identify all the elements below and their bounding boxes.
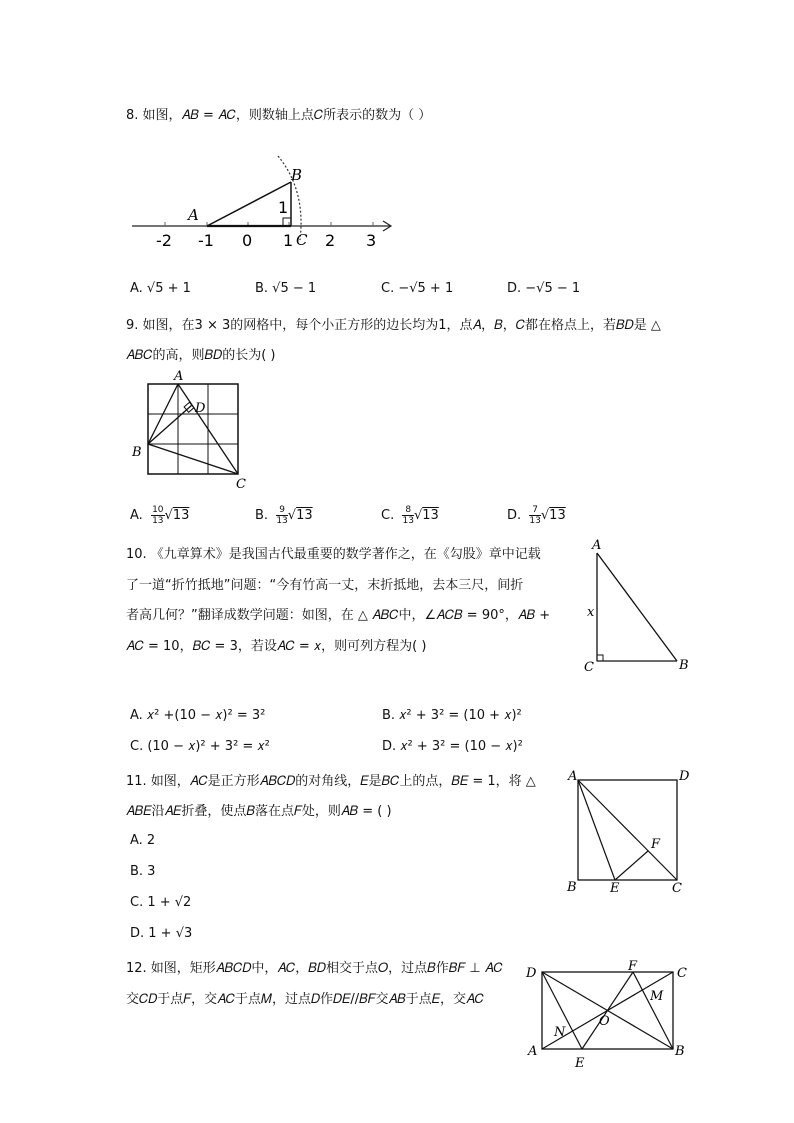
q11-option-d: D. 1 + √3 bbox=[130, 926, 193, 941]
q10-stem-line2: 了一道“折竹抵地”问题：“今有竹高一丈，末折抵地，去本三尺，间折 bbox=[126, 578, 524, 593]
q9-option-a: A. $\frac{10}{13}$ √13 bbox=[130, 505, 190, 526]
label-m: M bbox=[650, 989, 664, 1004]
q10-option-a: A. 𝑥² +(10 − 𝑥)² = 3² bbox=[130, 708, 266, 723]
fraction: $\frac{10}{13}$ bbox=[152, 505, 164, 526]
diagonal-ac bbox=[578, 780, 677, 880]
q11-option-a: A. 2 bbox=[130, 833, 156, 848]
q10-stem-line3: 者高几何？”翻译成数学问题：如图，在 △ 𝐴𝐵𝐶中，∠𝐴𝐶𝐵 = 90°，𝐴𝐵 + bbox=[126, 608, 551, 623]
label-x: x bbox=[587, 605, 595, 620]
label-f: F bbox=[651, 837, 661, 852]
q9-stem-line2: 𝐴𝐵𝐶的高，则𝐵𝐷的长为( ) bbox=[126, 348, 276, 363]
q8-stem: 8. 如图，𝐴𝐵 = 𝐴𝐶，则数轴上点𝐶所表示的数为（ ） bbox=[126, 108, 432, 123]
q10-option-d: D. 𝑥² + 3² = (10 − 𝑥)² bbox=[382, 739, 523, 754]
label-c: C bbox=[584, 660, 594, 675]
fraction: $\frac{7}{13}$ bbox=[529, 505, 541, 526]
right-angle-mark bbox=[283, 218, 291, 226]
label-one: 1 bbox=[278, 198, 289, 217]
q8-option-b: B. √5 − 1 bbox=[255, 281, 317, 296]
q9-grid-figure bbox=[128, 368, 253, 493]
q11-stem-line1: 11. 如图，𝐴𝐶是正方形𝐴𝐵𝐶𝐷的对角线，𝐸是𝐵𝐶上的点，𝐵𝐸 = 1，将 △ bbox=[126, 774, 536, 789]
q10-stem-line4: 𝐴𝐶 = 10，𝐵𝐶 = 3，若设𝐴𝐶 = 𝑥，则可列方程为( ) bbox=[126, 639, 427, 654]
label-b: B bbox=[675, 1044, 685, 1059]
q10-triangle-figure bbox=[578, 535, 694, 680]
tick-label: 0 bbox=[242, 231, 253, 250]
q11-stem-line2: 𝐴𝐵𝐸沿𝐴𝐸折叠，使点𝐵落在点𝐹处，则𝐴𝐵 = ( ) bbox=[126, 804, 392, 819]
q12-stem-line2: 交𝐶𝐷于点𝐹，交𝐴𝐶于点𝑀，过点𝐷作𝐷𝐸//𝐵𝐹交𝐴𝐵于点𝐸，交𝐴𝐶 bbox=[126, 992, 484, 1007]
label-n: N bbox=[554, 1025, 566, 1040]
tick-label: 3 bbox=[366, 231, 377, 250]
label-c: C bbox=[236, 477, 246, 492]
label-a: A bbox=[528, 1044, 538, 1059]
q11-option-b: B. 3 bbox=[130, 864, 156, 879]
q12-rectangle-figure bbox=[522, 955, 694, 1073]
tick-label: -2 bbox=[156, 231, 172, 250]
fraction: $\frac{8}{13}$ bbox=[402, 505, 414, 526]
q8-option-d: D. −√5 − 1 bbox=[507, 281, 581, 296]
q11-square-figure bbox=[560, 765, 695, 898]
q8-option-c: C. −√5 + 1 bbox=[381, 281, 454, 296]
q12-stem-line1: 12. 如图，矩形𝐴𝐵𝐶𝐷中，𝐴𝐶，𝐵𝐷相交于点𝑂，过点𝐵作𝐵𝐹 ⊥ 𝐴𝐶 bbox=[126, 961, 503, 976]
q10-stem-line1: 10. 《九章算术》是我国古代最重要的数学著作之，在《勾股》章中记载 bbox=[126, 547, 541, 562]
q8-number-line-figure bbox=[128, 150, 403, 255]
label-b: B bbox=[291, 166, 303, 184]
segment-ef bbox=[615, 851, 648, 880]
tick-label: -1 bbox=[198, 231, 214, 250]
label-c: C bbox=[677, 966, 687, 981]
label-c: C bbox=[672, 881, 682, 896]
label-b: B bbox=[679, 658, 689, 673]
label-e: E bbox=[610, 881, 620, 896]
label-b: B bbox=[132, 445, 142, 460]
q9-option-c: C. $\frac{8}{13}$ √13 bbox=[381, 505, 439, 526]
label-o: O bbox=[599, 1014, 610, 1029]
tick-label: 1 bbox=[283, 231, 294, 250]
label-a: A bbox=[174, 369, 184, 384]
label-d: D bbox=[195, 401, 206, 416]
label-f: F bbox=[628, 959, 638, 974]
fraction: $\frac{9}{13}$ bbox=[276, 505, 288, 526]
segment-bc bbox=[148, 444, 238, 474]
q9-option-b: B. $\frac{9}{13}$ √13 bbox=[255, 505, 313, 526]
segment-bd bbox=[148, 405, 192, 444]
label-e: E bbox=[575, 1056, 585, 1071]
label-b: B bbox=[567, 880, 577, 895]
q10-option-b: B. 𝑥² + 3² = (10 + 𝑥)² bbox=[382, 708, 522, 723]
label-c: C bbox=[296, 231, 308, 249]
tick-label: 2 bbox=[325, 231, 336, 250]
right-angle-mark bbox=[597, 655, 603, 661]
segment-ef bbox=[582, 972, 633, 1049]
q9-option-d: D. $\frac{7}{13}$ √13 bbox=[507, 505, 566, 526]
label-a: A bbox=[592, 538, 602, 553]
label-a: A bbox=[188, 206, 199, 224]
q9-stem-line1: 9. 如图，在3 × 3的网格中，每个小正方形的边长均为1，点𝐴，𝐵，𝐶都在格点上，若𝐵𝐷是 △ bbox=[126, 318, 661, 333]
label-d: D bbox=[679, 769, 690, 784]
label-a: A bbox=[568, 769, 578, 784]
q10-option-c: C. (10 − 𝑥)² + 3² = 𝑥² bbox=[130, 739, 270, 754]
grid-border bbox=[148, 384, 238, 474]
label-d: D bbox=[526, 966, 537, 981]
segment-ae bbox=[578, 780, 615, 880]
q11-option-c: C. 1 + √2 bbox=[130, 895, 192, 910]
q8-option-a: A. √5 + 1 bbox=[130, 281, 191, 296]
segment-ab bbox=[597, 553, 677, 661]
